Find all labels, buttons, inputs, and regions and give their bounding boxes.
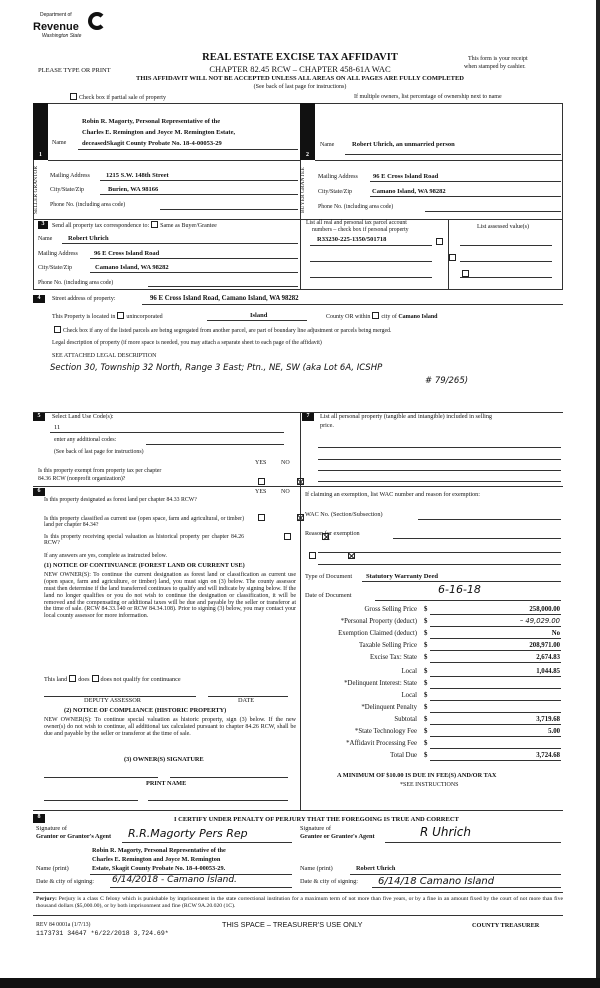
section-number: 4	[33, 295, 45, 303]
grantor-name-line: Charles E. Remington and Joyce M. Remington	[92, 856, 221, 863]
minimum-due-note: A MINIMUM OF $10.00 IS DUE IN FEE(S) AND/OR TAX	[337, 772, 497, 779]
label: price.	[320, 422, 334, 429]
grantor-name-line: Robin R. Magorty, Personal Representative of the	[92, 847, 226, 854]
section-number: 3	[38, 221, 48, 229]
label: Signature of	[36, 825, 67, 832]
document-date-field[interactable]: 6-16-18	[438, 583, 481, 596]
label: Type of Document	[305, 573, 353, 580]
currency-symbol: $	[424, 716, 428, 723]
land-use-code-field[interactable]: 11	[54, 424, 61, 431]
seller-name-line[interactable]: Robin R. Magorty, Personal Representative of the	[82, 118, 221, 125]
label: enter any additional codes:	[54, 437, 117, 443]
treasurer-stamp: 1173731 34647 *6/22/2018 3,724.69*	[36, 930, 169, 937]
question: Is this property exempt from property tax per chapter	[38, 468, 162, 474]
label: If claiming an exemption, list WAC number and reason for exemption:	[305, 491, 480, 498]
label: Mailing Address	[50, 173, 90, 179]
label: SEE ATTACHED LEGAL DESCRIPTION	[52, 353, 157, 359]
yes-header: YES	[255, 460, 267, 466]
label: Mailing Address	[318, 174, 358, 180]
scan-edge-bottom	[0, 978, 600, 988]
tax-row-value[interactable]: 2,674.83	[536, 654, 560, 661]
historic-no-checkbox[interactable]	[348, 552, 355, 559]
parcel-number-field[interactable]: R33230-225-1350/501718	[317, 236, 387, 243]
location-line: This Property is located in unincorporated	[52, 314, 163, 320]
currency-symbol: $	[424, 630, 428, 637]
currency-symbol: $	[424, 692, 428, 699]
question: 84.36 RCW (nonprofit organization)?	[38, 476, 126, 482]
assessed-header: List assessed value(s)	[477, 224, 529, 230]
grantor-signature[interactable]: R.R.Magorty Pers Rep	[128, 827, 248, 840]
tax-row-label: Taxable Selling Price	[358, 642, 417, 649]
see-back-note: (See back of last page for instructions)	[253, 83, 347, 90]
warning-line: THIS AFFIDAVIT WILL NOT BE ACCEPTED UNLESS ALL AREAS ON ALL PAGES ARE FULLY COMPLETED	[136, 75, 464, 82]
personal-property-checkbox[interactable]	[462, 270, 469, 277]
grantor-date-city-field[interactable]: 6/14/2018 - Camano Island.	[112, 875, 237, 885]
unincorporated-checkbox[interactable]	[117, 312, 124, 319]
tax-row-value[interactable]: No	[551, 630, 560, 637]
tax-row-value[interactable]: – 49,029.00	[519, 617, 560, 625]
label: List all personal property (tangible and intangible) included in selling	[320, 413, 493, 420]
notice-text: NEW OWNER(S): To continue special valuation as historic property, sign (3) below. If the new owner(s) do not wish to continue, all additional tax calculated pursuant to chapter 84.26 RCW, shall be due and payable by the seller or transferor at the time of sale.	[44, 717, 296, 737]
label: Name (print)	[36, 865, 69, 872]
buyer-side-label: BUYER GRANTEE	[300, 167, 306, 213]
tax-row-value[interactable]: 5.00	[548, 728, 560, 735]
logo-mark-icon	[88, 12, 106, 30]
buyer-name-field[interactable]: Robert Uhrich, an unmarried person	[352, 141, 455, 148]
tax-row-label: Subtotal	[394, 716, 417, 723]
label: Phone No. (including area code)	[50, 202, 126, 208]
question: Is this property receiving special valuation as historical property per chapter 84.26 RCW?	[44, 534, 244, 547]
send-correspondence-line: Send all property tax correspondence to: Same as Buyer/Grantee	[52, 223, 217, 229]
section-number: 7	[302, 413, 314, 421]
currency-symbol: $	[424, 606, 428, 613]
tax-row-label: Excise Tax: State	[370, 654, 417, 661]
tax-row-value[interactable]: 258,000.00	[529, 606, 560, 613]
parcel-header: numbers – check box if personal property	[312, 227, 409, 233]
partial-sale-checkbox[interactable]: Check box if partial sale of property	[68, 93, 166, 102]
treasurer-space-label: THIS SPACE – TREASURER'S USE ONLY	[222, 920, 363, 929]
label: Date of Document	[305, 592, 352, 599]
currency-symbol: $	[424, 740, 428, 747]
continuance-line: This land does does not qualify for continuance	[44, 676, 181, 683]
currency-symbol: $	[424, 668, 428, 675]
tax-row-value[interactable]: 1,044.85	[536, 668, 560, 675]
parcel-header: List all real and personal tax parcel account	[306, 219, 407, 226]
forest-no-checkbox[interactable]	[297, 514, 304, 521]
tax-row-label: *State Technology Fee	[354, 728, 417, 735]
label: DEPUTY ASSESSOR	[84, 697, 141, 704]
chapter-line: CHAPTER 82.45 RCW – CHAPTER 458-61A WAC	[209, 64, 391, 74]
notice-title: (2) NOTICE OF COMPLIANCE (HISTORIC PROPERTY)	[64, 707, 227, 714]
tax-row-label: *Delinquent Interest: State	[344, 680, 417, 687]
label: City/State/Zip	[38, 265, 72, 271]
does-not-qualify-checkbox[interactable]	[92, 675, 99, 682]
city-field: Camano Island	[398, 314, 438, 320]
tax-row-value[interactable]: 208,971.00	[529, 642, 560, 649]
currency-symbol: $	[424, 618, 428, 625]
seller-mail-field[interactable]: 1215 S.W. 148th Street	[106, 172, 169, 179]
grantee-name-field[interactable]: Robert Uhrich	[356, 865, 396, 872]
currency-symbol: $	[424, 704, 428, 711]
form-title: REAL ESTATE EXCISE TAX AFFIDAVIT	[202, 52, 398, 63]
personal-property-checkbox[interactable]	[449, 254, 456, 261]
label: Date & city of signing:	[36, 878, 95, 885]
label: Name	[320, 142, 335, 148]
tax-row-label: Local	[401, 668, 417, 675]
label: Phone No. (including area code)	[38, 280, 114, 286]
tax-row-value[interactable]: 3,724.68	[536, 752, 560, 759]
no-header: NO	[281, 460, 290, 466]
city-checkbox[interactable]	[372, 312, 379, 319]
label: Street address of property:	[52, 296, 116, 302]
tax-row-value[interactable]: 3,719.68	[536, 716, 560, 723]
label: Legal description of property (if more space is needed, you may attach a separate sheet to each page of the affidavit)	[52, 340, 322, 346]
label: Reason for exemption	[305, 530, 360, 537]
seller-city-field[interactable]: Burien, WA 98166	[108, 186, 159, 193]
label: City/State/Zip	[50, 187, 84, 193]
tax-row-label: Local	[401, 692, 417, 699]
section-number: 8	[33, 814, 45, 823]
buyer-city-field[interactable]: Camano Island, WA 98282	[372, 188, 446, 195]
seller-name-line[interactable]: Charles E. Remington and Joyce M. Remington Estate,	[82, 129, 236, 136]
question: Is this property designated as forest land per chapter 84.33 RCW?	[44, 497, 197, 503]
label: If any answers are yes, complete as instructed below.	[44, 553, 167, 559]
segregated-checkbox[interactable]	[54, 326, 61, 333]
label: (3) OWNER(S) SIGNATURE	[124, 756, 204, 763]
currency-symbol: $	[424, 680, 428, 687]
no-header: NO	[281, 489, 290, 495]
label: Mailing Address	[38, 251, 78, 257]
section-number: 2	[300, 103, 315, 160]
label: Name	[38, 236, 53, 242]
see-instructions-note: *SEE INSTRUCTIONS	[400, 782, 459, 788]
forest-yes-checkbox[interactable]	[258, 514, 265, 521]
currency-symbol: $	[424, 752, 428, 759]
document-type-field[interactable]: Statutory Warranty Deed	[366, 573, 439, 580]
currency-symbol: $	[424, 654, 428, 661]
section-number: 6	[33, 488, 45, 496]
multiple-owners-note: If multiple owners, list percentage of ownership next to name	[354, 94, 502, 100]
label: DATE	[238, 697, 255, 704]
question: Is this property classified as current use (open space, farm and agricultural, or timber) land per chapter 84.34?	[44, 516, 244, 529]
label: (See back of last page for instructions)	[54, 449, 144, 455]
seller-name-line[interactable]: deceasedSkagit County Probate No. 18-4-00053-29	[82, 140, 222, 147]
tax-row-label: Gross Selling Price	[364, 606, 417, 613]
currency-symbol: $	[424, 642, 428, 649]
label: Phone No. (including area code)	[318, 204, 394, 210]
tax-corr-name-field[interactable]: Robert Uhrich	[68, 235, 109, 242]
same-as-buyer-checkbox[interactable]	[151, 221, 158, 228]
grantee-date-city-field[interactable]: 6/14/18 Camano Island	[378, 875, 495, 887]
exempt-yes-checkbox[interactable]	[258, 478, 265, 485]
section-number: 1	[33, 103, 48, 160]
receipt-note: This form is your receipt	[468, 56, 528, 62]
city-line: County OR within city of Camano Island	[326, 314, 438, 320]
does-qualify-checkbox[interactable]	[69, 675, 76, 682]
yes-header: YES	[255, 489, 267, 495]
exempt-no-checkbox[interactable]	[297, 478, 304, 485]
county-treasurer-label: COUNTY TREASURER	[472, 922, 540, 929]
currency-symbol: $	[424, 728, 428, 735]
label: Grantee or Grantee's Agent	[300, 833, 375, 840]
label: Date & city of signing:	[300, 878, 359, 885]
historic-yes-checkbox[interactable]	[309, 552, 316, 559]
tax-row-label: Exemption Claimed (deduct)	[338, 630, 417, 637]
perjury-notice: Perjury: Perjury is a class C felony which is punishable by imprisonment in the state correctional institution for a maximum term of not more than five years, or by a fine in an amount fixed by the court of not more than five thousand dollars ($5,000.00), or by both imprisonment and fine (RCW 9A.20.020 (1C).	[36, 896, 563, 910]
label: Name (print)	[300, 865, 333, 872]
receipt-note: when stamped by cashier.	[464, 64, 526, 70]
legal-description-handwritten: Section 30, Township 32 North, Range 3 East; Ptn., NE, SW (aka Lot 6A, ICSHP	[50, 363, 383, 373]
label: WAC No. (Section/Subsection)	[305, 511, 383, 518]
notice-text: NEW OWNER(S): To continue the current designation as forest land or classification as current use (open space, farm and agriculture, or timber) land, you must sign on (3) below. The county assessor must then determine if the land transferred continues to qualify and will indicate by signing below. If the land no longer qualifies or you do not wish to continue the designation or classification, it will be removed and the compensating or additional taxes will be due and payable by the seller or transferor at the time of sale. (RCW 84.33.140 or RCW 84.34.108). Prior to signing (3) below, you may contact your local county assessor for more information.	[44, 572, 296, 620]
grantor-name-field[interactable]: Estate, Skagit County Probate No. 18-4-00053-29.	[92, 865, 226, 872]
tax-row-label: *Affidavit Processing Fee	[346, 740, 417, 747]
label: City/State/Zip	[318, 189, 352, 195]
grantee-signature[interactable]: R Uhrich	[420, 825, 472, 839]
current-use-yes-checkbox[interactable]	[284, 533, 291, 540]
scan-edge-right	[596, 0, 600, 988]
section-number: 5	[33, 413, 45, 421]
tax-row-label: Total Due	[390, 752, 417, 759]
tax-row-label: *Delinquent Penalty	[361, 704, 417, 711]
segregated-line: Check box if any of the listed parcels are being segregated from another parcel, are part of boundary line adjustment or parcels being merged.	[52, 326, 391, 334]
label: Grantor or Grantor's Agent	[36, 833, 112, 840]
buyer-mail-field[interactable]: 96 E Cross Island Road	[373, 173, 439, 180]
type-or-print-note: PLEASE TYPE OR PRINT	[38, 67, 111, 74]
seller-side-label: SELLER GRANTOR	[33, 165, 39, 215]
label: Name	[52, 140, 67, 146]
label: Select Land Use Code(s):	[52, 414, 114, 420]
tax-corr-mail-field[interactable]: 96 E Cross Island Road	[94, 250, 160, 257]
label: Signature of	[300, 825, 331, 832]
tax-corr-city-field[interactable]: Camano Island, WA 98282	[95, 264, 169, 271]
label: PRINT NAME	[146, 780, 187, 787]
county-field[interactable]: Island	[250, 312, 268, 319]
certify-statement: I CERTIFY UNDER PENALTY OF PERJURY THAT THE FOREGOING IS TRUE AND CORRECT	[174, 816, 459, 823]
legal-description-handwritten: # 79/265)	[425, 376, 469, 386]
personal-property-checkbox[interactable]	[436, 238, 443, 245]
property-street-field[interactable]: 96 E Cross Island Road, Camano Island, WA 98282	[150, 295, 299, 302]
form-revision: REV 84 0001a (1/7/13)	[36, 922, 91, 928]
tax-row-label: *Personal Property (deduct)	[340, 618, 417, 625]
notice-title: (1) NOTICE OF CONTINUANCE (FOREST LAND OR CURRENT USE)	[44, 562, 245, 569]
